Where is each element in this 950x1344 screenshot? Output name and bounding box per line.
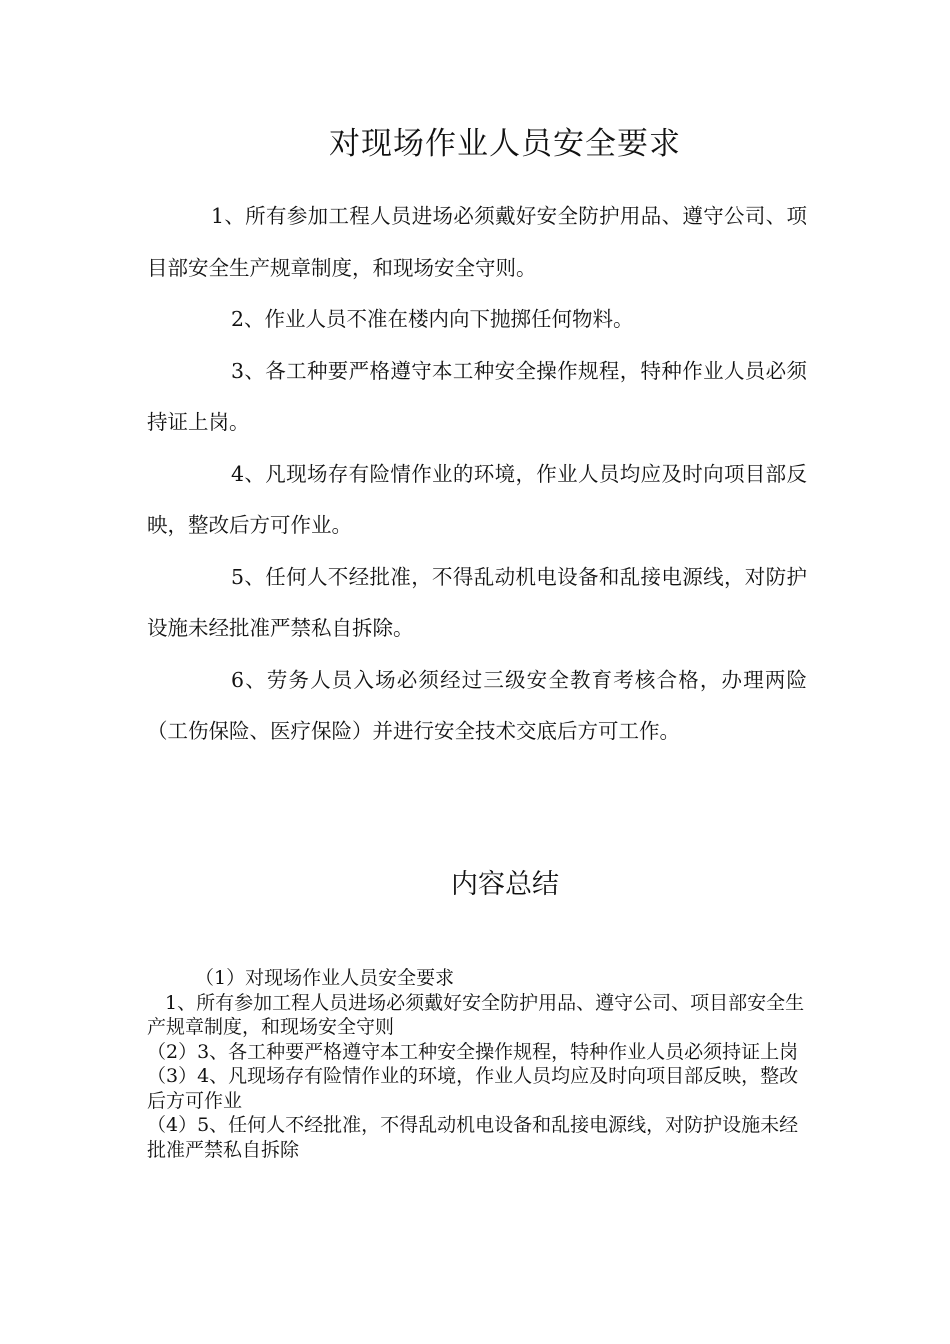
summary-line-2: 1、所有参加工程人员进场必须戴好安全防护用品、遵守公司、项目部安全生产规章制度，和现场安全守则 [147, 991, 805, 1038]
summary-section [147, 966, 807, 1162]
summary-line-5: （4）5、任何人不经批准，不得乱动机电设备和乱接电源线，对防护设施未经批准严禁私自拆除 [147, 1114, 799, 1161]
rule-paragraph-1: 1、所有参加工程人员进场必须戴好安全防护用品、遵守公司、项目部安全生产规章制度，和现场安全守则。 [147, 204, 807, 280]
summary-line-1: （1）对现场作业人员安全要求 [195, 967, 455, 989]
rule-paragraph-5: 5、任何人不经批准，不得乱动机电设备和乱接电源线，对防护设施未经批准严禁私自拆除。 [147, 564, 807, 640]
summary-line-3: （2）3、各工种要严格遵守本工种安全操作规程，特种作业人员必须持证上岗 [147, 1040, 799, 1063]
rule-paragraph-6: 6、劳务人员入场必须经过三级安全教育考核合格，办理两险（工伤保险、医疗保险）并进行安全技术交底后方可工作。 [147, 667, 807, 743]
rule-paragraph-3: 3、各工种要严格遵守本工种安全操作规程，特种作业人员必须持证上岗。 [147, 358, 807, 434]
summary-title: 内容总结 [451, 869, 559, 900]
rule-paragraph-2: 2、作业人员不准在楼内向下抛掷任何物料。 [231, 307, 634, 331]
document-title: 对现场作业人员安全要求 [329, 126, 681, 162]
summary-line-4: （3）4、凡现场存有险情作业的环境，作业人员均应及时向项目部反映，整改后方可作业 [147, 1065, 799, 1112]
document-body [147, 191, 807, 758]
rule-paragraph-4: 4、凡现场存有险情作业的环境，作业人员均应及时向项目部反映，整改后方可作业。 [147, 461, 807, 537]
